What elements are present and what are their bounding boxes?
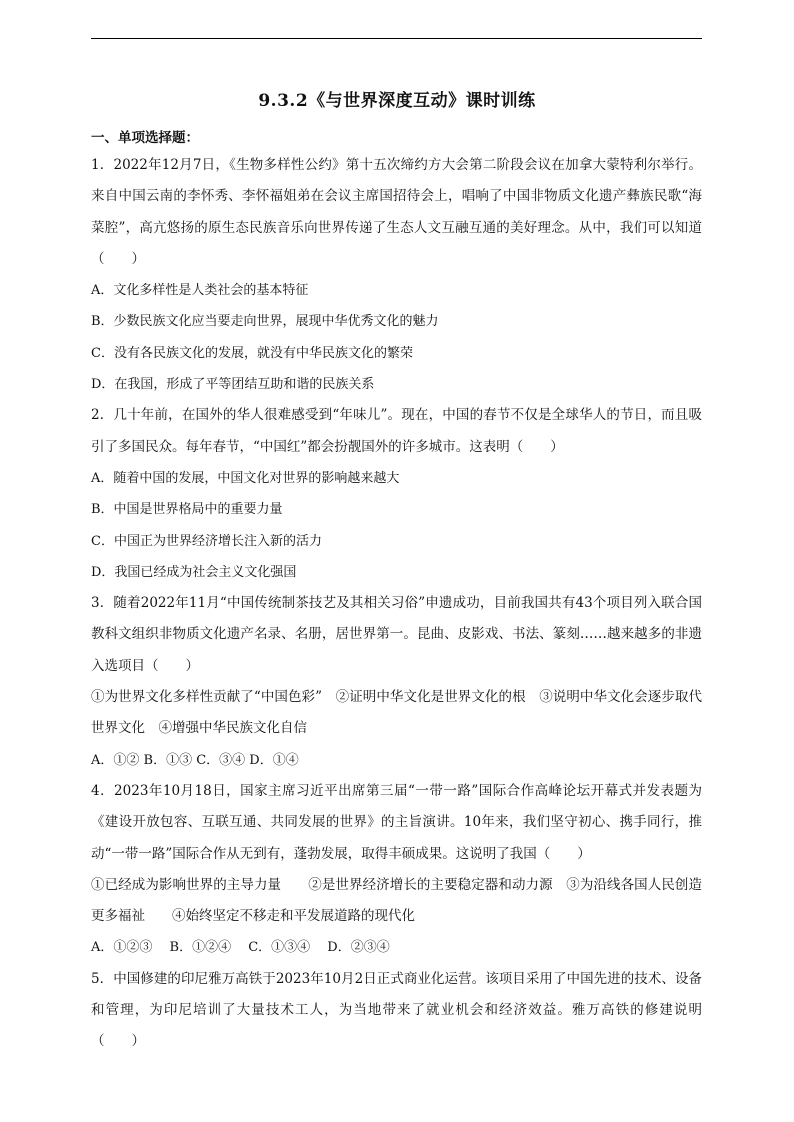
- question-4-options: A．①②③ B．①②④ C．①③④ D．②③④: [91, 940, 390, 956]
- question-1-stem: 1．2022年12月7日，《生物多样性公约》第十五次缔约方大会第二阶段会议在加拿大蒙特利尔举行。来自中国云南的李怀秀、李怀福姐弟在会议主席国招待会上，唱响了中国非物质文化遗产彝族民歌“海菜腔”，高亢悠扬的原生态民族音乐向世界传递了生态人文互融互通的美好理念。从中，我们可以知道（ ）: [91, 157, 702, 267]
- question-1-option-d: D．在我国，形成了平等团结互助和谐的民族关系: [91, 377, 375, 393]
- section-heading: 一、单项选择题：: [91, 130, 199, 146]
- question-4-statements: ①已经成为影响世界的主导力量 ②是世界经济增长的主要稳定器和动力源 ③为沿线各国人民创造更多福祉 ④始终坚定不移走和平发展道路的现代化: [91, 876, 702, 925]
- question-3-stem: 3．随着2022年11月“中国传统制茶技艺及其相关习俗”申遗成功，目前我国共有43个项目列入联合国教科文组织非物质文化遗产名录、名册，居世界第一。昆曲、皮影戏、书法、篆刻……越来越多的非遗入选项目（ ）: [91, 595, 702, 674]
- page-title: 9.3.2《与世界深度互动》课时训练: [258, 91, 536, 111]
- question-2-option-c: C．中国正为世界经济增长注入新的活力: [91, 533, 322, 549]
- question-4-stem: 4．2023年10月18日，国家主席习近平出席第三届“一带一路”国际合作高峰论坛开幕式并发表题为《建设开放包容、互联互通、共同发展的世界》的主旨演讲。10年来，我们坚守初心、携手同行，推动“一带一路”国际合作从无到有，蓬勃发展，取得丰硕成果。这说明了我国（ ）: [91, 782, 702, 862]
- question-1-option-a: A．文化多样性是人类社会的基本特征: [91, 283, 309, 299]
- question-2-option-b: B．中国是世界格局中的重要力量: [91, 502, 283, 518]
- header-rule: [91, 38, 702, 39]
- question-3-options: A．①② B．①③ C．③④ D．①④: [91, 752, 299, 768]
- question-2-option-a: A．随着中国的发展，中国文化对世界的影响越来越大: [91, 470, 400, 486]
- question-2-option-d: D．我国已经成为社会主义文化强国: [91, 564, 297, 580]
- question-3-statements: ①为世界文化多样性贡献了“中国色彩” ②证明中华文化是世界文化的根 ③说明中华文化会逐步取代世界文化 ④增强中华民族文化自信: [91, 689, 702, 737]
- question-1-option-b: B．少数民族文化应当要走向世界，展现中华优秀文化的魅力: [91, 314, 439, 330]
- question-2-stem: 2．几十年前，在国外的华人很难感受到“年味儿”。现在，中国的春节不仅是全球华人的节日，而且吸引了多国民众。每年春节，“中国红”都会扮靓国外的许多城市。这表明（ ）: [91, 407, 702, 455]
- question-list: [91, 150, 702, 1058]
- question-5-stem: 5．中国修建的印尼雅万高铁于2023年10月2日正式商业化运营。该项目采用了中国先进的技术、设备和管理，为印尼培训了大量技术工人，为当地带来了就业机会和经济效益。雅万高铁的修建说明（ ）: [91, 970, 702, 1050]
- question-1-option-c: C．没有各民族文化的发展，就没有中华民族文化的繁荣: [91, 345, 413, 361]
